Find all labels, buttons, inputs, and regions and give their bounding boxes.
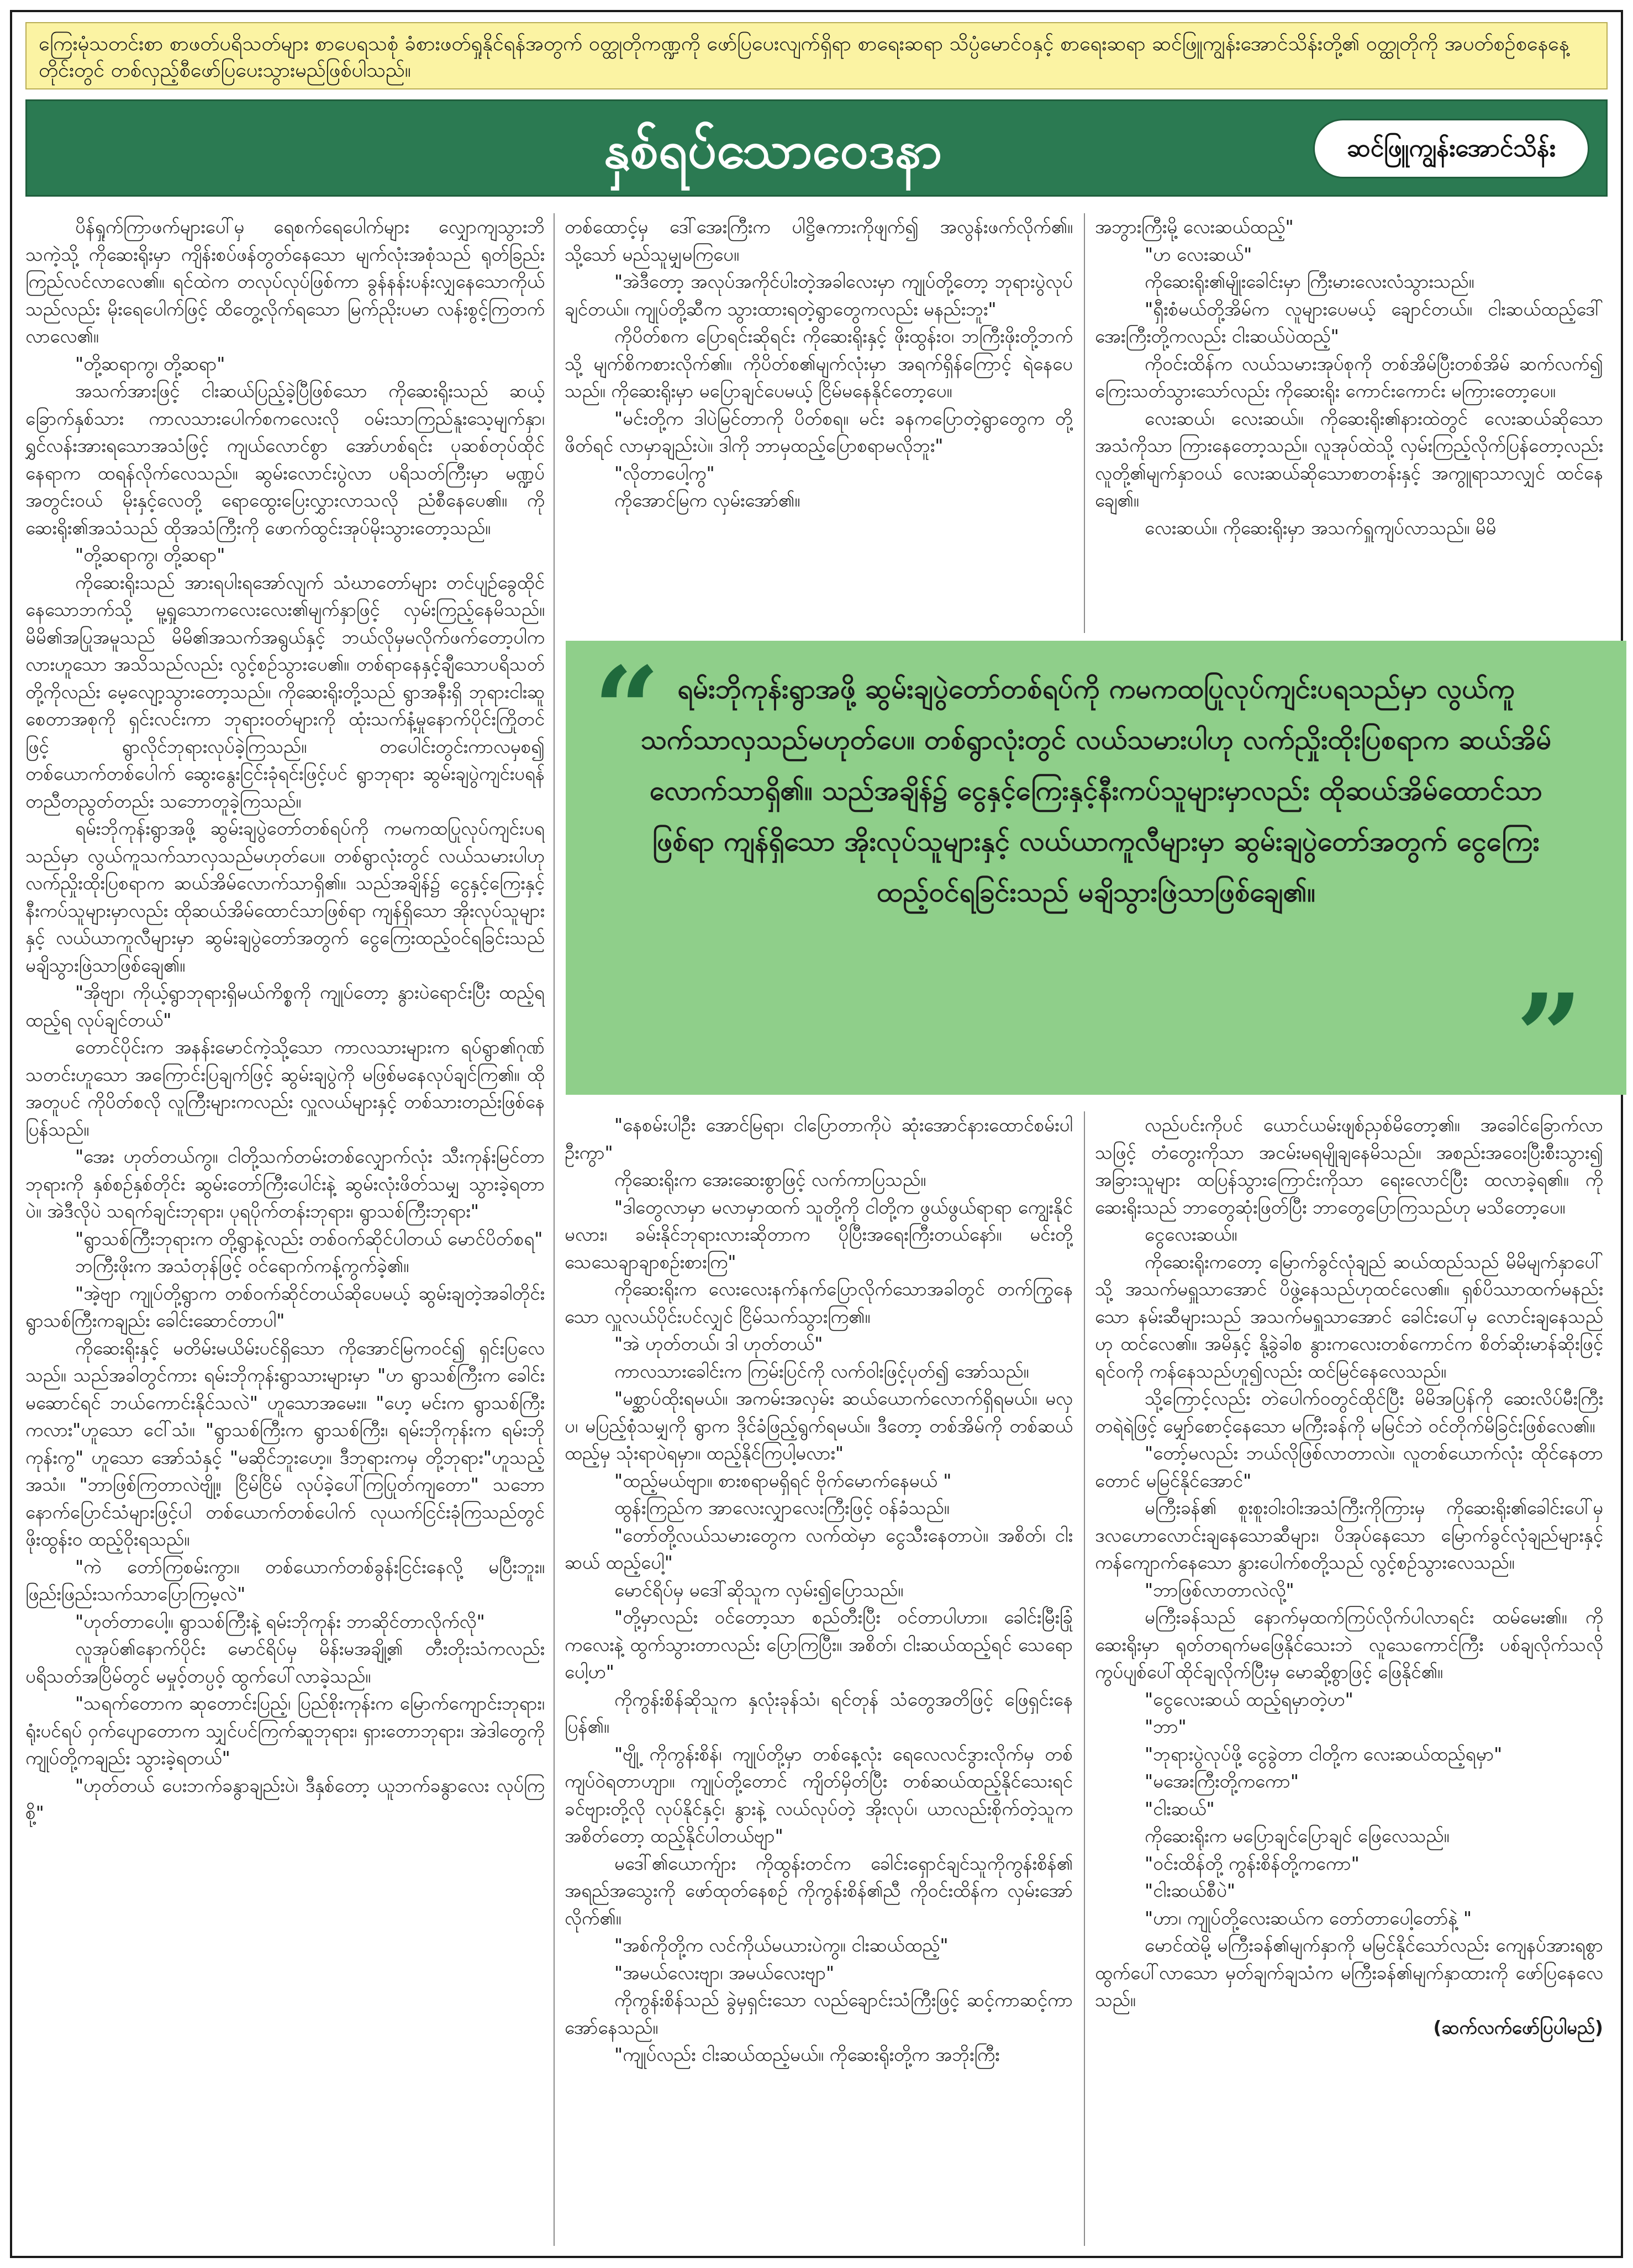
paragraph: ကိုဆေးရိုး၏မျိုးခေါင်းမှာ ကြီးမားလေးလံသွားသည်။ — [1145, 271, 1474, 292]
column-1 — [25, 213, 545, 2246]
paragraph: အဘွားကြီးမို့ လေးဆယ်ထည့်" — [1095, 216, 1294, 238]
paragraph: ကာလသားခေါင်းက ကြမ်းပြင်ကို လက်ဝါးဖြင့်ပုတ်၍ အော်သည်။ — [614, 1360, 1029, 1382]
author-byline: ဆင်ဖြူကျွန်းအောင်သိန်း — [1313, 119, 1589, 178]
paragraph: "တို့ဆရာကွ၊ တို့ဆရာ" — [75, 352, 225, 375]
paragraph: "အမယ်လေးဗျာ၊ အမယ်လေးဗျာ" — [614, 1961, 835, 1984]
paragraph: "တော့်မလည်း ဘယ်လိုဖြစ်လာတာလဲ။ လူတစ်ယောက်လုံး ထိုင်နေတာတောင် မမြင်နိုင်အောင်" — [1095, 1442, 1603, 1491]
paragraph: ဘကြီးဖိုးက အသံတုန်ဖြင့် ဝင်ရောက်ကန့်ကွက်ခဲ့၏။ — [75, 1255, 409, 1277]
paragraph: "အေး ဟုတ်တယ်ကွ။ ငါတို့သက်တမ်းတစ်လျှောက်လုံး သီးကုန်းမြင်တာဘုရားကို နှစ်စဉ်နှစ်တိုင်း ဆွမ်းတော်ကြီးပေါင်းနဲ့ ဆွမ်းလုံးဖိတ်သမျှ သွားခဲ့ရတာပဲ။ အဲဒီလိုပဲ သရက်ချင်းဘုရား၊ ပုရပိုက်တန်းဘုရား၊ ရွာသစ်ကြီးဘုရား" — [25, 1146, 545, 1222]
pull-quote-text: ရမ်းဘိုကုန်းရွာအဖို့ ဆွမ်းချပွဲတော်တစ်ရပ်ကို ကမကထပြုလုပ်ကျင်းပရသည်မှာ လွယ်ကူသက်သာလှသည်မဟုတ်ပေ။ တစ်ရွာလုံးတွင် လယ်သမားပါဟု လက်ညှိုးထိုးပြစရာက ဆယ်အိမ်လောက်သာရှိ၏။ သည်အချိန်၌ ငွေနှင့်ကြေးနှင့်နီးကပ်သူများမှာလည်း ထိုဆယ်အိမ်ထောင်သာဖြစ်ရာ ကျန်ရှိသော အိုးလုပ်သူများနှင့် လယ်ယာကူလီများမှာ ဆွမ်းချပွဲတော်အတွက် ငွေကြေးထည့်ဝင်ရခြင်းသည် မချိသွားဖြဲသာဖြစ်ချေ၏။ — [640, 673, 1552, 908]
paragraph: "ဟ လေးဆယ်" — [1145, 243, 1252, 265]
column-divider-1 — [554, 213, 555, 2246]
column-2-bottom — [565, 1111, 1073, 2246]
paragraph: "ကျုပ်လည်း ငါးဆယ်ထည့်မယ်။ ကိုဆေးရိုးတို့က အဘိုးကြီး — [614, 2044, 1000, 2065]
paragraph: "ဟုတ်တယ် ပေးဘက်ခနွာချည်းပဲ၊ ဒီနှစ်တော့ ယူဘက်ခနွာလေး လုပ်ကြစို့" — [25, 1774, 545, 1823]
paragraph: တောင်ပိုင်းက အနန်းမောင်ကဲ့သို့သော ကာလသားများက ရပ်ရွာ၏ဂုဏ်သတင်းဟူသော အကြောင်းပြချက်ဖြင့် ဆွမ်းချပွဲကို မဖြစ်မနေလုပ်ချင်ကြ၏။ ထိုအတူပင် ကိုပိတ်စလို လူကြီးများကလည်း လှူလယ်များနှင့် တစ်သားတည်းဖြစ်နေပြန်သည်။ — [25, 1036, 545, 1140]
paragraph: "ဘုရားပွဲလုပ်ဖို့ ငွေခွဲတာ ငါတို့က လေးဆယ်ထည့်ရမှာ" — [1145, 1743, 1503, 1765]
column-3-bottom — [1095, 1111, 1603, 2246]
paragraph: "သရက်တောက ဆုတောင်းပြည့်၊ ပြည်စိုးကုန်းက မြောက်ကျောင်းဘုရား၊ ရုံးပင်ရပ် ဝှက်ပျောတောက သျှင်ပင်ကြက်ဆူဘုရား၊ ရှားတောဘုရား၊ အဲဒါတွေကို ကျုပ်တို့ကချည်း သွားခဲ့ရတယ်" — [25, 1692, 545, 1769]
column-2-top — [565, 213, 1073, 633]
intro-note: ကြေးမုံသတင်းစာ စာဖတ်ပရိသတ်များ စာပေရသစုံ ခံစားဖတ်ရှုနိုင်ရန်အတွက် ဝတ္ထုတိုကဏ္ဍကို ဖော်ပြပေးလျက်ရှိရာ စာရေးဆရာ သိပ္ပံမောင်ဝနှင့် စာရေးဆရာ ဆင်ဖြူကျွန်းအောင်သိန်းတို့၏ ဝတ္ထုတိုကို အပတ်စဉ်စနေနေ့တိုင်းတွင် တစ်လှည့်စီဖော်ပြပေးသွားမည်ဖြစ်ပါသည်။ — [25, 22, 1608, 89]
paragraph: ကိုဆေးရိုးက အေးဆေးစွာဖြင့် လက်ကာပြသည်။ — [614, 1169, 926, 1190]
paragraph: ပိန်ရှုက်ကြာဖက်များပေါ်မှ ရေစက်ရေပေါက်များ လျှောကျသွားဘိသကဲ့သို့ ကိုဆေးရိုးမှာ ကျိန်းစပ်ဖန်တွတ်နေသော မျက်လုံးအစုံသည် ရုတ်ခြည်းကြည်လင်လာလေ၏။ ရင်ထဲက တလုပ်လုပ်ဖြစ်ကာ ခွန်နန်းပန်းလျှနေသောကိုယ်သည်လည်း မိုးရေပေါက်ဖြင့် ထိတွေ့လိုက်ရသော မြက်ညိုးပမာ လန်းစွင့်ကြတက်လာလေ၏။ — [25, 216, 545, 347]
paragraph: လူအုပ်၏နောက်ပိုင်း မောင်ရိပ်မှ မိန်းမအချို့၏ တီးတိုးသံကလည်း ပရိသတ်အပြိမ်တွင် မမှုဝ့်တပ္ပဝ့် ထွက်ပေါ်လာခဲ့သည်။ — [25, 1638, 545, 1687]
paragraph: "တော်တို့လယ်သမားတွေက လက်ထဲမှာ ငွေသီးနေတာပဲ။ အစိတ်၊ ငါးဆယ် ထည့်ပေါ့" — [565, 1524, 1073, 1573]
paragraph: မကြီးခန်၏ စူးစူးဝါးဝါးအသံကြီးကိုကြားမှ ကိုဆေးရိုး၏ခေါင်းပေါ်မှ ဒလဟောလောင်းချနေသောဆီများ၊ ပိအုပ်နေသော မြောက်ခွင်လုံချည်များနှင့် ကန်ကျောက်နေသော နွားပေါက်စတို့သည် လွင့်စဉ်သွားလေသည်။ — [1095, 1497, 1603, 1573]
paragraph: "တို့ဆရာကွ၊ တို့ဆရာ" — [75, 544, 225, 566]
paragraph: "လိုတာပေါ့ကွ" — [614, 462, 715, 484]
column-3-top — [1095, 213, 1603, 633]
paragraph: "ကဲ တော်ကြစမ်းကွာ။ တစ်ယောက်တစ်ခွန်းငြင်းနေလို့ မပြီးဘူး။ ဖြည်းဖြည်းသက်သာပြောကြမ့လဲ" — [25, 1555, 545, 1605]
paragraph: အသက်အားဖြင့် ငါးဆယ်ပြည့်ခဲ့ပြီဖြစ်သော ကိုဆေးရိုးသည် ဆယ့်ခြောက်နှစ်သား ကာလသားပေါက်စကလေးလို ဝမ်းသာကြည်နူးသေ့မျက်နှာ၊ ရွှင်လန်းအားရသောအသံဖြင့် ကျယ်လောင်စွာ အော်ဟစ်ရင်း ပုဆစ်တုပ်ထိုင်နေရာက ထရန်လိုက်လေသည်။ ဆွမ်းလောင်းပွဲလာ ပရိသတ်ကြီးမှာ မဏ္ဍပ်အတွင်းဝယ် မိုးနှင့်လေတို့ ရောထွေးပြေးလွှားလာသလို ညံစီနေပေ၏။ ကိုဆေးရိုး၏အသံသည် ထိုအသံကြီးကို ဖောက်ထွင်းအုပ်မိုးသွားတော့သည်။ — [25, 380, 545, 539]
paragraph: "မအေးကြီးတို့ကကော" — [1145, 1770, 1299, 1792]
paragraph: မောင်ရိပ်မှ မဒေါ်ဆိုသူက လှမ်း၍ပြောသည်။ — [614, 1579, 904, 1601]
story-title: နှစ်ရပ်သောဝေဒနာ — [603, 120, 942, 180]
paragraph: "ဟာ၊ ကျုပ်တို့လေးဆယ်က တော်တာပေါ့တော်နဲ့ " — [1145, 1907, 1472, 1929]
paragraph: "ရွာသစ်ကြီးဘုရားက တို့ရွာနဲ့လည်း တစ်ဝက်ဆိုင်ပါတယ် မောင်ပိတ်စရ" — [75, 1227, 543, 1249]
paragraph: "ငါးဆယ်" — [1145, 1797, 1215, 1819]
paragraph: "တို့မှာလည်း ဝင်တော့သာ စည်တီးပြီး ဝင်တာပါဟာ။ ခေါင်းမြီးခြုံကလေးနဲ့ ထွက်သွားတာလည်း ပြောကြပြီး။ အစိတ်၊ ငါးဆယ်ထည့်ရင် သေရောပေါ့ဟ" — [565, 1606, 1073, 1682]
continued-note: (ဆက်လက်ဖော်ပြပါမည်) — [1433, 2016, 1603, 2038]
paragraph: "ဗျို့ ကိုကွန်းစိန်၊ ကျုပ်တို့မှာ တစ်နေ့လုံး ရေလေလင်ဒွားလိုက်မှ တစ်ကျပ်ဝဲရတာဟျာ။ ကျုပ်တို့တောင် ကျိတ်မှိတ်ပြီး တစ်ဆယ်ထည့်နိုင်သေးရင် ခင်ဗျားတို့လို လုပ်နိုင်နှင့်၊ နွားနဲ့ လယ်လုပ်တဲ့ အိုးလုပ်၊ ယာလည်းစိုက်တဲ့သူက အစိတ်တော့ ထည့်နိုင်ပါတယ်ဗျာ" — [565, 1743, 1073, 1847]
paragraph: "ဟုတ်တာပေါ့။ ရွာသစ်ကြီးနဲ့ ရမ်းဘိုကုန်း ဘာဆိုင်တာလိုက်လို" — [75, 1610, 485, 1632]
paragraph: "မင်းတို့က ဒါပဲမြင်တာကို ပိတ်စရ။ မင်း ခနကပြောတဲ့ရွာတွေက တို့ဖိတ်ရင် လာမှာချည်းပဲ။ ဒါကို ဘာမှထည့်ပြောစရာမလိုဘူး" — [565, 407, 1073, 456]
paragraph: မောင်ထဲမို့ မကြီးခန်၏မျက်နှာကို မမြင်နိုင်သော်လည်း ကျေနပ်အားရစွာ ထွက်ပေါ်လာသော မှတ်ချက်ချသံက မကြီးခန်၏မျက်နှာထားကို ဖော်ပြနေလေသည်။ — [1095, 1934, 1603, 2011]
paragraph: တစ်ထောင့်မှ ဒေါ်အေးကြီးက ပါဋ္ဌိဇကားကိုဖျက်၍ အလွန်းဖက်လိုက်၏။ သို့သော် မည်သူမျှမကြပေ။ — [565, 216, 1073, 265]
paragraph: ကိုဝင်းထိန်က လယ်သမားအုပ်စုကို တစ်အိမ်ပြီးတစ်အိမ် ဆက်လက်၍ ကြေးသတ်သွားသော်လည်း ကိုဆေးရိုး ကောင်းကောင်း မကြားတော့ပေ။ — [1095, 352, 1603, 402]
open-quote-icon: “ — [593, 641, 660, 778]
paragraph: ကိုဆေးရိုးက လေးလေးနက်နက်ပြောလိုက်သောအခါတွင် တက်ကြွနေသော လှူလယ်ပိုင်းပင်လျှင် ငြိမ်သက်သွားကြ၏။ — [565, 1278, 1073, 1327]
paragraph: "ရှီးစံမယ်တို့အိမ်က လူများပေမယ့် ချောင်တယ်။ ငါးဆယ်ထည့်ဒေါ်အေးကြီးတို့ကလည်း ငါးဆယ်ပဲထည့်" — [1095, 298, 1603, 347]
paragraph: ကိုဆေးရိုးကတော့ မြောက်ခွင်လုံချည် ဆယ်ထည်သည် မိမိမျက်နှာပေါ်သို့ အသက်မရှူသာအောင် ပိဖွဲ့နေသည်ဟုထင်လေ၏။ ရှစ်ပိဿာထက်မနည်းသော နမ်းဆီများသည် အသက်မရှူသာအောင် ခေါင်းပေါ်မှ လောင်းချနေသည်ဟု ထင်လေ၏။ အမိနှင့် နို့ခွဲခါစ နွားကလေးတစ်ကောင်က စိတ်ဆိုးမာန်ဆိုးဖြင့် ရင်ဝကို ကန်နေသည်ဟူ၍လည်း ထင်မြင်နေလေသည်။ — [1095, 1251, 1603, 1382]
paragraph: "ငွေလေးဆယ် ထည့်ရမှာတဲ့ဟ" — [1145, 1688, 1353, 1710]
paragraph: "မစ္ဆာပ်ထိုးရမယ်။ အကမ်းအလှမ်း ဆယ်ယောက်လောက်ရှိရမယ်။ မလှပ၊ မပြည့်စုံသမျှကို ရွာက ဒိုင်ခံဖြည့်ရွက်ရမယ်။ ဒီတော့ တစ်အိမ်ကို တစ်ဆယ်ထည့်မှ သုံးရာပဲရမှာ။ ထည့်နိုင်ကြပါ့မလား" — [565, 1388, 1073, 1464]
newspaper-page — [10, 10, 1623, 2258]
paragraph: ကိုကွန်းစိန်ဆိုသူက နှလုံးခုန်သံ၊ ရင်တုန် သံတွေအတိဖြင့် ဖြေရှင်းနေပြန်၏။ — [565, 1688, 1073, 1737]
column-divider-2-top — [1084, 213, 1085, 633]
paragraph: "အစ်ကိုတို့က လင်ကိုယ်မယားပဲကွ။ ငါးဆယ်ထည့်" — [614, 1934, 949, 1956]
paragraph: ကိုဆေးရိုးသည် အားရပါးရအော်လျက် သံဃာတော်များ တင်ပျဉ်ခွေထိုင်နေသောဘက်သို့ မူ့ရှုသောကလေးလေး၏မျက်နှာဖြင့် လှမ်းကြည့်နေမိသည်။ မိမိ၏အပြုအမူသည် မိမိ၏အသက်အရွယ်နှင့် ဘယ်လိုမှမလိုက်ဖက်တော့ပါကလားဟူသော အသိသည်လည်း လွင့်စဉ်သွားပေ၏။ တစ်ရာနေနှင့်ချီသောပရိသတ်တို့ကိုလည်း မေ့လျော့သွားတော့သည်။ ကိုဆေးရိုးတို့သည် ရွာအနီးရှိ ဘုရားငါးဆူစေတာအစုကို ရှင်းလင်းကာ ဘုရားဝတ်များကို ထုံးသက်နံ့မှုနောက်ပိုင်းကြိုတင်ဖြင့် ရွာလိုင်ဘုရားလုပ်ခဲ့ကြသည်။ တပေါင်းတွင်းကာလမှစ၍ တစ်ယောက်တစ်ပေါက် ဆွေးနွေးငြင်းခုံရင်းဖြင့်ပင် ရွာဘုရား ဆွမ်းချပွဲကျင်းပရန် တညီတညွတ်တည်း သဘောတူခဲ့ကြသည်။ — [25, 571, 545, 812]
paragraph: "ငါးဆယ်စီပဲ" — [1145, 1880, 1236, 1901]
paragraph: ရမ်းဘိုကုန်းရွာအဖို့ ဆွမ်းချပွဲတော်တစ်ရပ်ကို ကမကထပြုလုပ်ကျင်းပရသည်မှာ လွယ်ကူသက်သာလှသည်မဟုတ်ပေ။ တစ်ရွာလုံးတွင် လယ်သမားပါဟု လက်ညှိုးထိုးပြစရာက ဆယ်အိမ်လောက်သာရှိ၏။ သည်အချိန်၌ ငွေနှင့်ကြေးနှင့်နီးကပ်သူများမှာလည်း ထိုဆယ်အိမ်ထောင်သာဖြစ်ရာ ကျန်ရှိသော အိုးလုပ်သူများနှင့် လယ်ယာကူလီများမှာ ဆွမ်းချပွဲတော်အတွက် ငွေကြေးထည့်ဝင်ရခြင်းသည် မချိသွားဖြဲသာဖြစ်ချေ၏။ — [25, 817, 545, 976]
close-quote-icon: ” — [1516, 968, 1583, 1105]
paragraph: "ဒါတွေလာမှာ မလာမှာထက် သူတို့ကို ငါတို့က ဖွယ်ဖွယ်ရာရာ ကျွေးနိုင်မလား၊ ခမ်းနိုင်ဘုရားလားဆိုတာက ပိုပြီးအရေးကြီးတယ်နော်။ မင်းတို့ သေသေချာချာစဉ်းစားကြ" — [565, 1196, 1073, 1273]
paragraph: မကြီးခန်သည် နောက်မှထက်ကြပ်လိုက်ပါလာရင်း ထမ်မေး၏။ ကိုဆေးရိုးမှာ ရုတ်တရက်မဖြေနိုင်သေးဘဲ လူသေကောင်ကြီး ပစ်ချလိုက်သလို ကွပ်ပျစ်ပေါ်ထိုင်ချလိုက်ပြီးမှ မောဆို့စွာဖြင့် ဖြေနိုင်၏။ — [1095, 1606, 1603, 1682]
paragraph: "အိုဗျာ၊ ကိုယ့်ရွာဘုရားရှိမယ်ကိစ္စကို ကျုပ်တော့ နွားပဲရောင်းပြီး ထည့်ရထည့်ရ လုပ်ချင်တယ်" — [25, 982, 545, 1031]
pull-quote-box — [566, 641, 1626, 1105]
paragraph: ကိုကွန်းစိန်သည် ခွဲမှရှင်းသော လည်ချောင်းသံကြီးဖြင့် ဆင့်ကာဆင့်ကာ အော်နေသည်။ — [565, 1989, 1073, 2038]
paragraph: သို့ကြောင့်လည်း တဲပေါက်ဝတွင်ထိုင်ပြီး မိမိအပြန်ကို ဆေးလိပ်မီးကြီး တရဲရဲဖြင့် မျှော်စောင့်နေသော မကြီးခန်ကို မမြင်ဘဲ ဝင်တိုက်မိခြင်းဖြစ်လေ၏။ — [1095, 1388, 1603, 1437]
paragraph: ကိုဆေးရိုးက မပြောချင်ပြောချင် ဖြေလေသည်။ — [1145, 1825, 1450, 1847]
paragraph: "အဲ့ဗျာ ကျုပ်တို့ရွာက တစ်ဝက်ဆိုင်တယ်ဆိုပေမယ့် ဆွမ်းချတဲ့အခါတိုင်း ရွာသစ်ကြီးကချည်း ခေါင်းဆောင်တာပါ" — [25, 1282, 545, 1331]
paragraph: "အဲ ဟုတ်တယ်၊ ဒါ ဟုတ်တယ်" — [614, 1333, 823, 1354]
column-divider-2-bottom — [1084, 1111, 1085, 2246]
paragraph: "နေစမ်းပါဦး အောင်မြရာ၊ ငါပြောတာကိုပဲ ဆုံးအောင်နားထောင်စမ်းပါဦးကွာ" — [565, 1114, 1073, 1163]
story-header — [25, 99, 1608, 197]
paragraph: "ဝင်းထိန်တို့ ကွန်းစိန်တို့ကကော" — [1145, 1852, 1360, 1874]
paragraph: လေးဆယ်။ ကိုဆေးရိုးမှာ အသက်ရှူကျပ်လာသည်။ မိမိ — [1145, 516, 1497, 539]
paragraph: ငွေလေးဆယ်။ — [1145, 1223, 1237, 1245]
paragraph: လေးဆယ်၊ လေးဆယ်။ ကိုဆေးရိုး၏နားထဲတွင် လေးဆယ်ဆိုသောအသံကိုသာ ကြားနေတော့သည်။ လူအုပ်ထဲသို့ လှမ်းကြည့်လိုက်ပြန်တော့လည်း လူတို့၏မျက်နှာဝယ် လေးဆယ်ဆိုသောစာတန်းနှင့် အကွူရာသာလျှင် ထင်နေချေ၏။ — [1095, 407, 1603, 511]
paragraph: "ဘာဖြစ်လာတာလဲလို့" — [1145, 1579, 1294, 1601]
paragraph: ကိုပိတ်စက ပြောရင်းဆိုရင်း ကိုဆေးရိုးနှင့် ဖိုးထွန်းဝ၊ ဘကြီးဖိုးတို့ဘက်သို့ မျက်စိကစားလိုက်၏။ ကိုပိတ်စ၏မျက်လုံးမှာ အရက်ရှိန်ကြောင့် ရဲနေပေသည်။ ကိုဆေးရိုးမှာ မပြောချင်ပေမယ့် ငြိမ်မနေနိုင်တော့ပေ။ — [565, 325, 1073, 402]
paragraph: "အဲဒီတော့ အလုပ်အကိုင်ပါးတဲ့အခါလေးမှာ ကျုပ်တို့တော့ ဘုရားပွဲလုပ်ချင်တယ်။ ကျုပ်တို့ဆီက သွားထားရတဲ့ရွာတွေကလည်း မနည်းဘူး" — [565, 271, 1073, 320]
paragraph: ထွန်းကြည်က အာလေးလျှာလေးကြီးဖြင့် ဝန်ခံသည်။ — [614, 1497, 950, 1518]
paragraph: ကိုအောင်မြက လှမ်းအော်၏။ — [614, 489, 800, 511]
paragraph: ကိုဆေးရိုးနှင့် မတိမ်းမယိမ်းပင်ရှိသော ကိုအောင်မြကဝင်၍ ရှင်းပြလေသည်။ သည်အခါတွင်ကား ရမ်းဘိုကုန်းရွာသားများမှာ "ဟ ရွာသစ်ကြီးက ခေါင်းမဆောင်ရင် ဘယ်ကောင်းနိုင်သလဲ" ဟူသောအမေး။ "ဟေ့ မင်းက ရွာသစ်ကြီးကလား"ဟူသော ငေါ်သံ။ "ရွာသစ်ကြီးက ရွာသစ်ကြီး၊ ရမ်းဘိုကုန်းက ရမ်းဘိုကုန်းကွ" ဟူသော အော်သံနှင့် "မဆိုင်ဘူးဟေ့။ ဒီဘုရားကမှ တို့ဘုရား"ဟူသည့်အသံ။ "ဘာဖြစ်ကြတာလဲဗျို့။ ငြိမ်ငြိမ် လုပ်ခဲ့ပေါ်ကြပြုတ်ကျတော" သဘော နောက်ပြောင်သံများဖြင့်ပါ တစ်ယောက်တစ်ပေါက် လုယက်ငြင်းခုံကြသည်တွင် ဖိုးထွန်းဝ ထည့်ဝိုးရသည်။ — [25, 1337, 545, 1550]
paragraph: "ထည့်မယ်ဗျာ။ စားစရာမရှိရင် ဗိုက်မောက်နေမယ် " — [614, 1469, 952, 1491]
paragraph: လည်ပင်းကိုပင် ယောင်ယမ်းဖျစ်ညှစ်မိတော့၏။ အခေါင်ခြောက်လာသဖြင့် တံတွေးကိုသာ အငမ်းမရမျိုချနေမိသည်။ အစည်းအဝေးပြီးစီးသွား၍ အခြားသူများ ထပြန်သွားကြောင်းကိုသာ ရေးလောင်ပြီး ထလာခဲ့ရ၏။ ကိုဆေးရိုးသည် ဘာတွေဆုံးဖြတ်ပြီး ဘာတွေပြောကြသည်ဟု မသိတော့ပေ။ — [1095, 1114, 1603, 1218]
paragraph: မဒေါ်၏ယောက်ျား ကိုထွန်းတင်က ခေါင်းရှောင်ချင်သူကိုကွန်းစိန်၏ အရည်အသွေးကို ဖော်ထုတ်နေစဉ် ကိုကွန်းစိန်၏ညီ ကိုဝင်းထိန်က လှမ်းအော်လိုက်၏။ — [565, 1852, 1073, 1929]
paragraph: "ဘာ" — [1145, 1716, 1187, 1737]
